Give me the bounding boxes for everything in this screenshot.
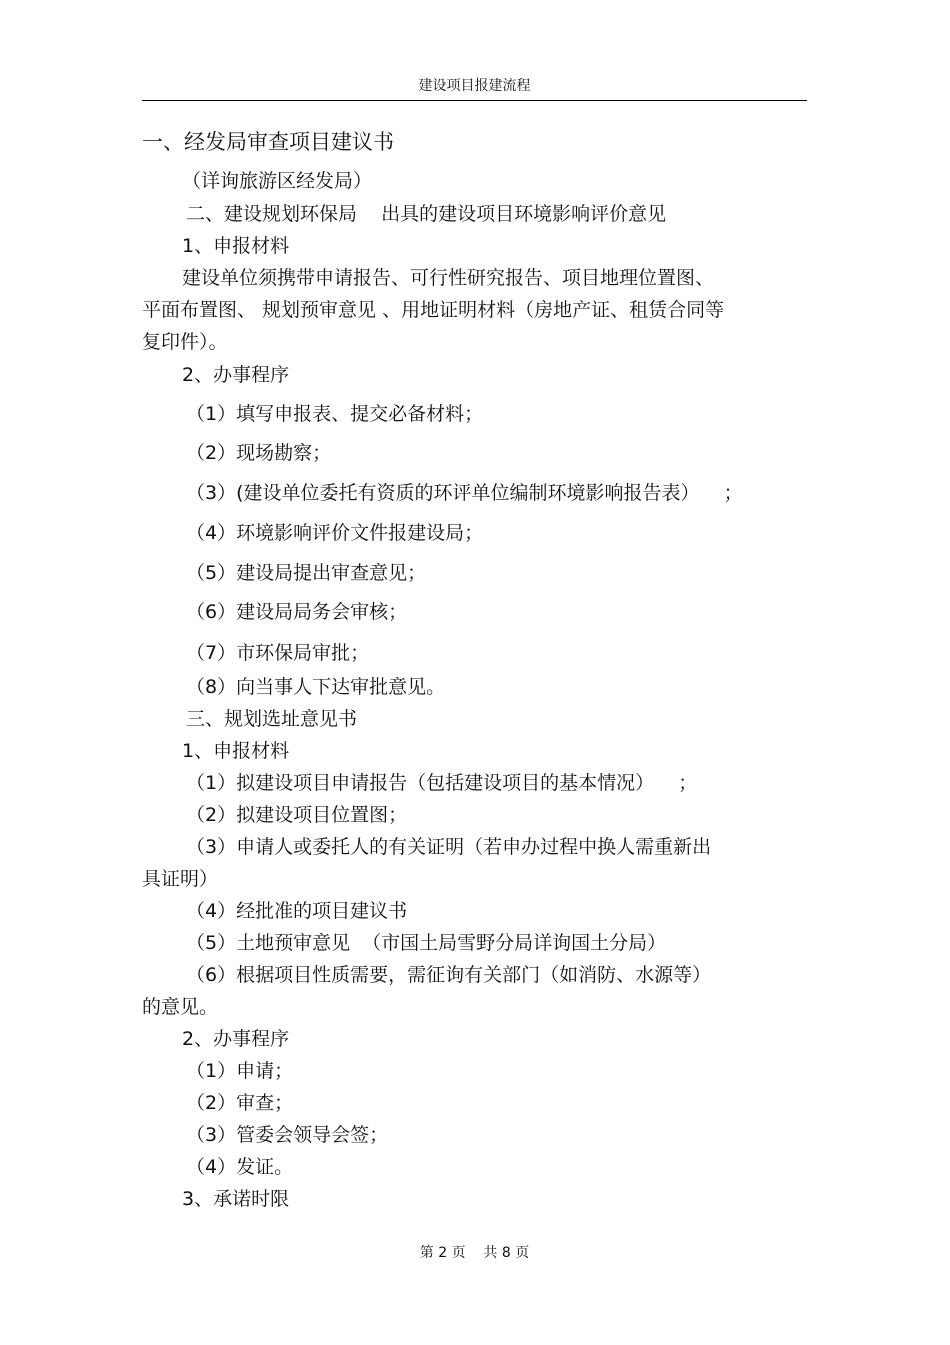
- list-item: （3）管委会领导会签；: [186, 1124, 389, 1146]
- list-item: （4）环境影响评价文件报建设局；: [186, 522, 484, 544]
- subsection-heading: 2、办事程序: [182, 1028, 290, 1050]
- list-item: （4）发证。: [186, 1156, 294, 1178]
- list-item: （3）申请人或委托人的有关证明（若申办过程中换人需重新出: [186, 836, 712, 858]
- paragraph-line: （详询旅游区经发局）: [182, 170, 373, 192]
- list-item: （3）(建设单位委托有资质的环评单位编制环境影响报告表） ；: [186, 482, 743, 504]
- header-divider: [142, 100, 807, 101]
- list-item: （4）经批准的项目建议书: [186, 900, 408, 922]
- list-item: （5）建设局提出审查意见；: [186, 562, 427, 584]
- section-heading: 三、规划选址意见书: [186, 708, 358, 730]
- list-item: （6）根据项目性质需要，需征询有关部门（如消防、水源等）: [186, 964, 712, 986]
- list-item: （2）现场勘察；: [186, 442, 332, 464]
- paragraph-line: 的意见。: [142, 996, 219, 1018]
- list-item: （7）市环保局审批；: [186, 642, 370, 664]
- list-item: （1）拟建设项目申请报告（包括建设项目的基本情况） ；: [186, 772, 698, 794]
- list-item: （1）填写申报表、提交必备材料；: [186, 403, 484, 425]
- list-item: （6）建设局局务会审核；: [186, 601, 408, 623]
- list-item: （5）土地预审意见 （市国土局雪野分局详询国土分局）: [186, 932, 667, 954]
- list-item: （2）审查；: [186, 1092, 294, 1114]
- paragraph-line: 建设单位须携带申请报告、可行性研究报告、项目地理位置图、: [182, 267, 715, 289]
- subsection-heading: 1、申报材料: [182, 235, 290, 257]
- subsection-heading: 2、办事程序: [182, 364, 290, 386]
- paragraph-line: 具证明）: [142, 868, 219, 890]
- list-item: （8）向当事人下达审批意见。: [186, 676, 446, 698]
- paragraph-line: 复印件）。: [142, 331, 228, 353]
- section-heading: 二、建设规划环保局 出具的建设项目环境影响评价意见: [186, 203, 667, 225]
- paragraph-line: 平面布置图、 规划预审意见 、用地证明材料（房地产证、租赁合同等: [142, 299, 725, 321]
- page-footer: 第 2 页 共 8 页: [419, 1245, 530, 1261]
- subsection-heading: 1、申报材料: [182, 740, 290, 762]
- section-heading: 一、经发局审查项目建议书: [142, 130, 394, 154]
- list-item: （2）拟建设项目位置图；: [186, 804, 408, 826]
- running-header: 建设项目报建流程: [418, 78, 531, 94]
- list-item: （1）申请；: [186, 1060, 294, 1082]
- subsection-heading: 3、承诺时限: [182, 1188, 290, 1210]
